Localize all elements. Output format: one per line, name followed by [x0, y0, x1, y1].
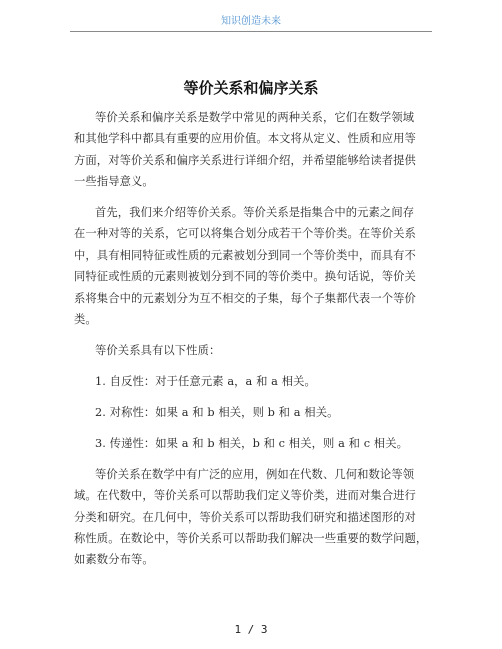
paragraph-4-line: 等价关系在数学中有广泛的应用，例如在代数、几何和数论等领: [95, 468, 415, 481]
paragraph-4-line: 如素数分布等。: [74, 553, 154, 566]
paragraph-2-line: 中，具有相同特征或性质的元素被划分到同一个等价类中，而具有不: [74, 249, 416, 262]
property-list-item: 1. 自反性：对于任意元素 a，a 和 a 相关。: [95, 375, 316, 388]
paragraph-2-line: 同特征或性质的元素则被划分到不同的等价类中。换句话说，等价关: [74, 270, 416, 283]
property-list-item: 3. 传递性：如果 a 和 b 相关，b 和 c 相关，则 a 和 c 相关。: [95, 437, 408, 450]
paragraph-2-line: 在一种对等的关系，它可以将集合划分成若干个等价类。在等价关系: [74, 227, 416, 240]
paragraph-2-line: 系将集合中的元素划分为互不相交的子集，每个子集都代表一个等价: [74, 292, 416, 305]
paragraph-3-line: 等价关系具有以下性质：: [95, 344, 221, 357]
paragraph-1-line: 和其他学科中都具有重要的应用价值。本文将从定义、性质和应用等: [74, 132, 416, 145]
paragraph-2-line: 类。: [74, 313, 97, 326]
header-divider: [70, 31, 432, 32]
paragraph-1-line: 一些指导意义。: [74, 175, 154, 188]
paragraph-4-line: 称性质。在数论中，等价关系可以帮助我们解决一些重要的数学问题，: [74, 532, 428, 545]
page-title: 等价关系和偏序关系: [183, 79, 319, 97]
paragraph-4-line: 域。在代数中，等价关系可以帮助我们定义等价类，进而对集合进行: [74, 489, 416, 502]
paragraph-1-line: 等价关系和偏序关系是数学中常见的两种关系，它们在数学领域: [95, 111, 415, 124]
page-number: 1 / 3: [234, 623, 268, 636]
property-list-item: 2. 对称性：如果 a 和 b 相关，则 b 和 a 相关。: [95, 406, 339, 419]
paragraph-4-line: 分类和研究。在几何中，等价关系可以帮助我们研究和描述图形的对: [74, 511, 416, 524]
paragraph-2-line: 首先，我们来介绍等价关系。等价关系是指集合中的元素之间存: [95, 206, 415, 219]
page-header: 知识创造未来: [221, 16, 281, 27]
paragraph-1-line: 方面，对等价关系和偏序关系进行详细介绍，并希望能够给读者提供: [74, 154, 416, 167]
